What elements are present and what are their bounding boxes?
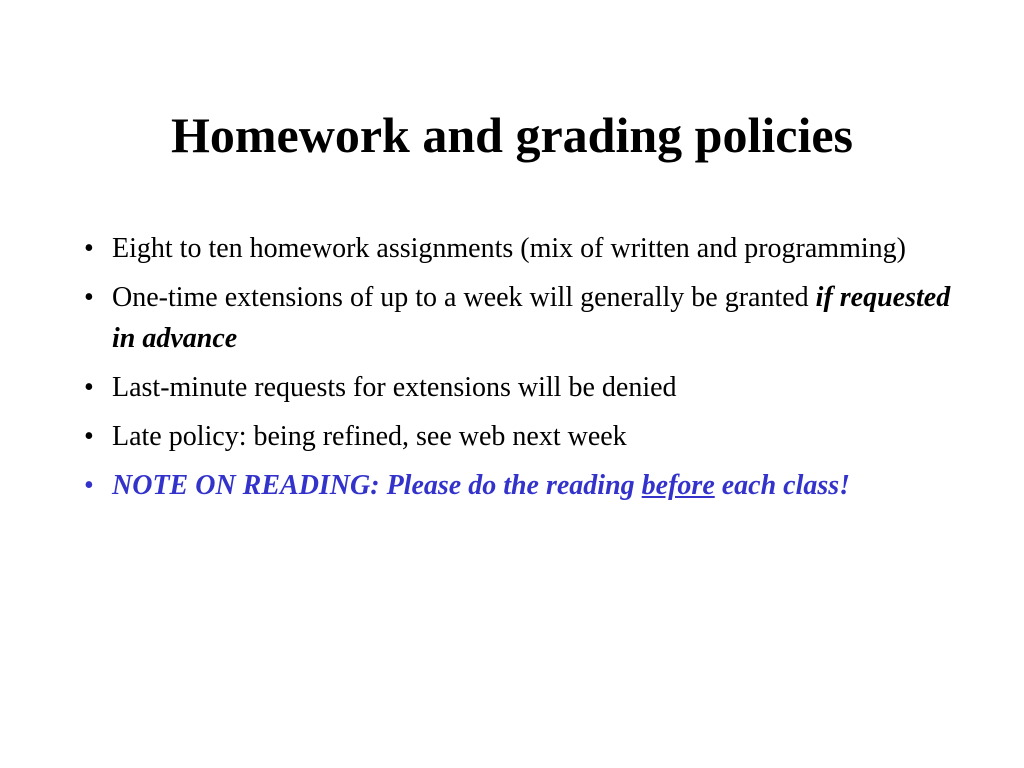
reading-note-item [84, 465, 964, 506]
bullet-dot-icon: • [84, 470, 94, 501]
bullet-item [84, 277, 964, 359]
bullet-dot-icon: • [84, 421, 94, 452]
bullet-item [84, 228, 964, 269]
bullet-emphasis: if requested in advance [112, 282, 951, 354]
bullet-text: Last-minute requests for extensions will be denied [112, 372, 677, 403]
bullet-text: Eight to ten homework assignments (mix of written and programming) [112, 233, 906, 264]
reading-note-text: NOTE ON READING: Please do the reading [112, 470, 642, 501]
bullet-item [84, 416, 964, 457]
reading-note-underlined: before [641, 470, 715, 501]
bullet-list [84, 228, 964, 514]
bullet-dot-icon: • [84, 372, 94, 403]
bullet-text: Late policy: being refined, see web next week [112, 421, 627, 452]
slide-title: Homework and grading policies [171, 107, 853, 163]
bullet-dot-icon: • [84, 233, 94, 264]
reading-note-suffix: each class! [714, 470, 851, 501]
bullet-text: One-time extensions of up to a week will generally be granted [112, 282, 816, 313]
bullet-dot-icon: • [84, 282, 94, 313]
bullet-item [84, 367, 964, 408]
